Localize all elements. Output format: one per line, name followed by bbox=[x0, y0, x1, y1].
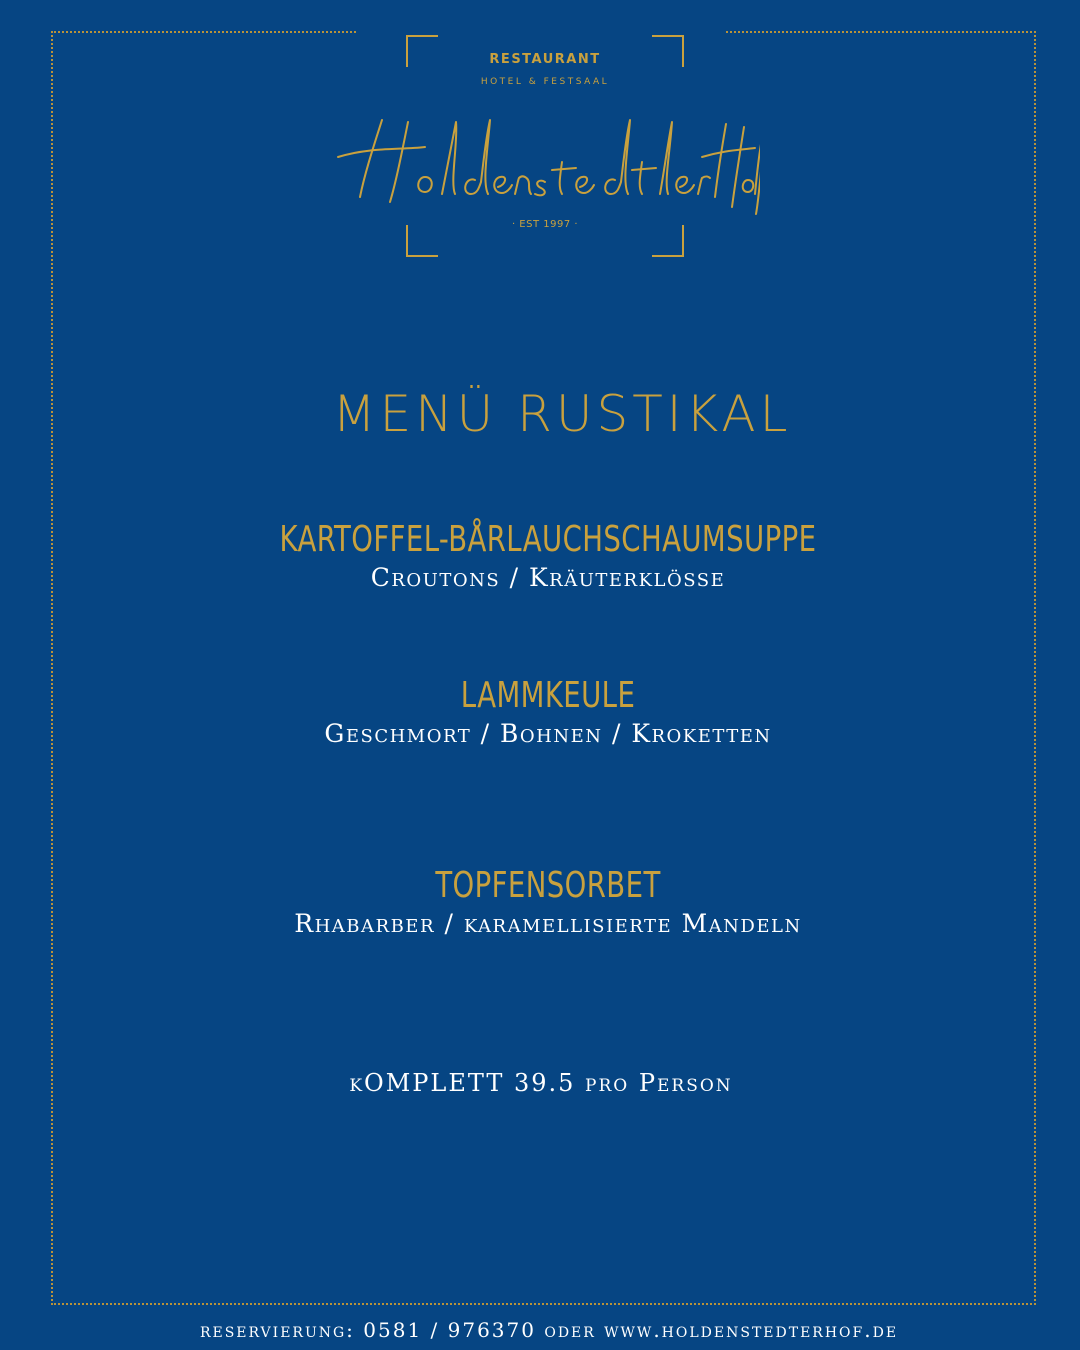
course-soup bbox=[0, 518, 1080, 592]
course-name: TOPFENSORBET bbox=[435, 865, 661, 906]
course-main bbox=[0, 674, 1080, 748]
course-description: Geschmort / Bohnen / Kroketten bbox=[324, 719, 772, 749]
menu-title: MENÜ RUSTIKAL bbox=[332, 385, 792, 443]
restaurant-logo bbox=[400, 30, 690, 262]
course-description: Croutons / Kräuterklösse bbox=[370, 563, 726, 593]
logo-hotel-text: HOTEL & FESTSAAL bbox=[480, 77, 610, 87]
course-name: KARTOFFEL-BÅRLAUCHSCHAUMSUPPE bbox=[279, 519, 817, 560]
logo-est-text: · EST 1997 · bbox=[511, 219, 579, 230]
logo-script-signature bbox=[330, 102, 760, 222]
course-dessert bbox=[0, 864, 1080, 938]
reservation-footer: reservierung: 0581 / 976370 oder www.holdenstedterhof.de bbox=[199, 1318, 899, 1342]
menu-price: kOMPLETT 39.5 pro Person bbox=[349, 1069, 733, 1097]
logo-restaurant-text: RESTAURANT bbox=[489, 52, 601, 67]
course-description: Rhabarber / karamellisierte Mandeln bbox=[294, 909, 802, 939]
course-name: LAMMKEULE bbox=[460, 675, 636, 716]
